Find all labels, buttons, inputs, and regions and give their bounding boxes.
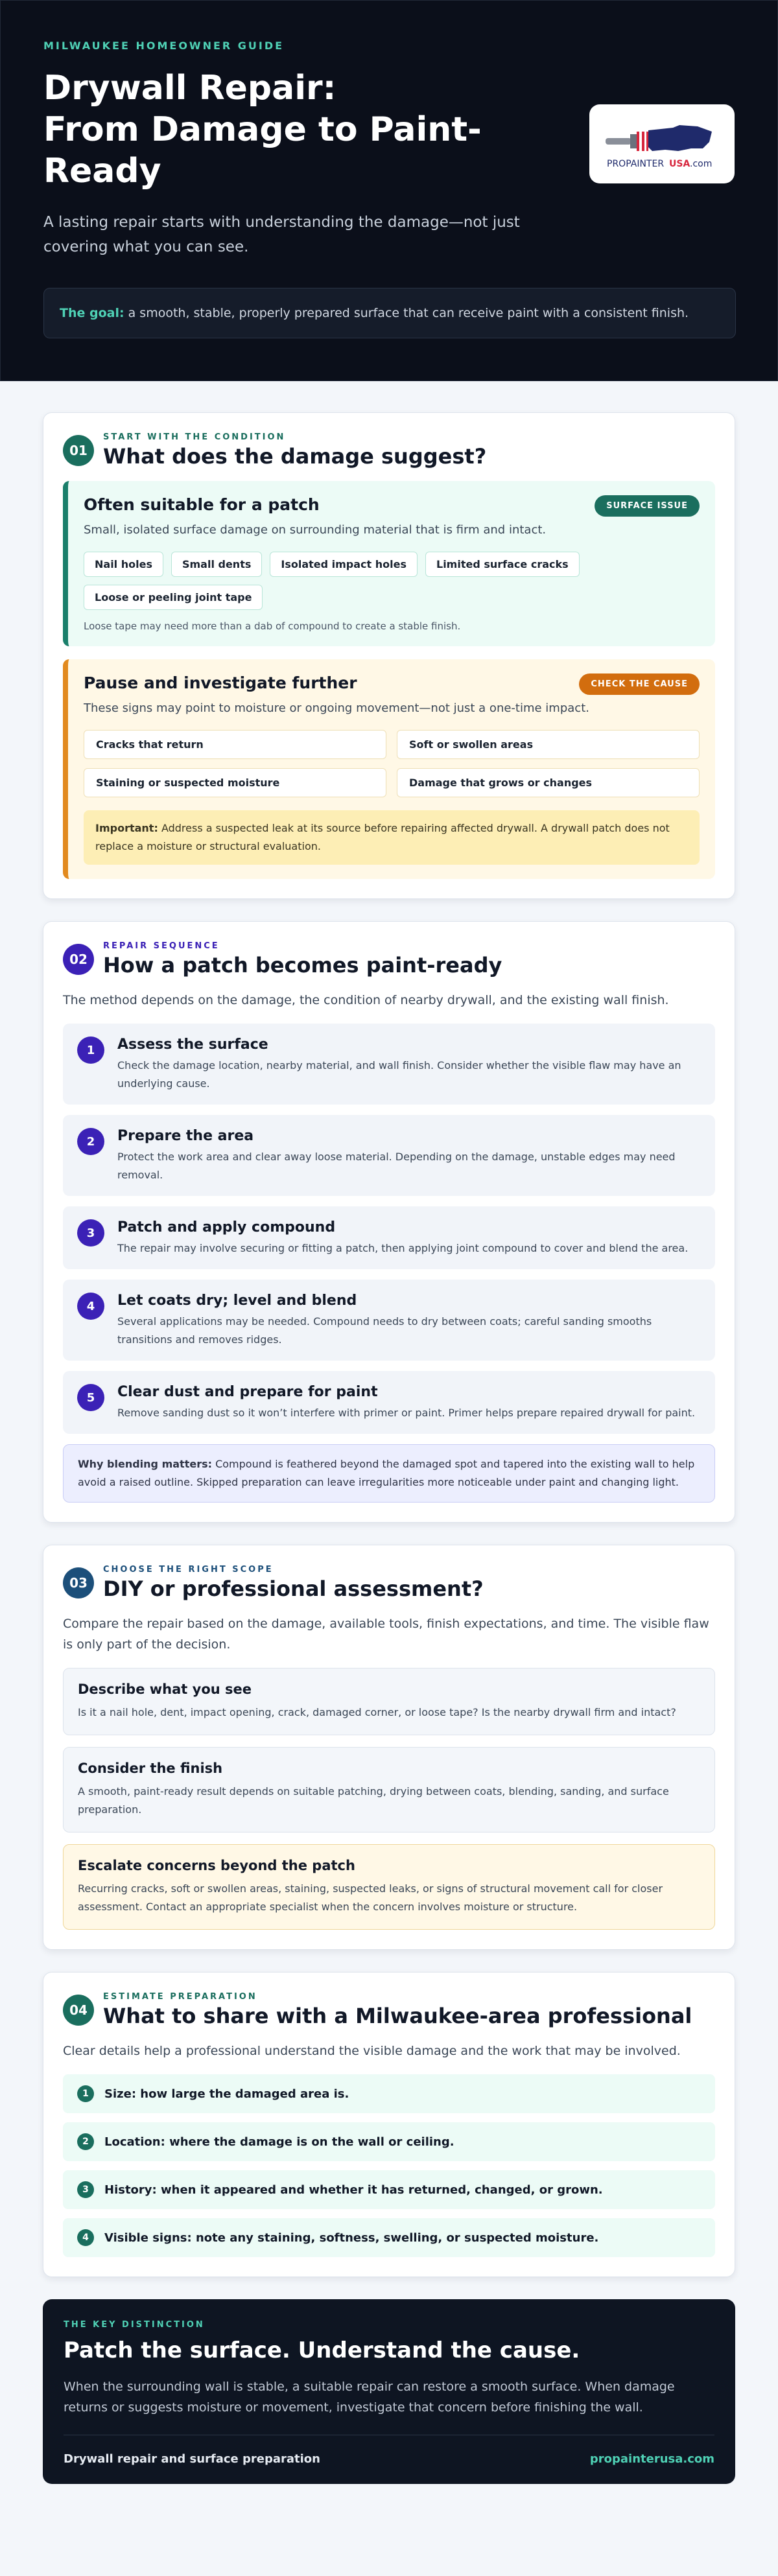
step-text: Check the damage location, nearby material, and wall finish. Consider whether the visible flaw may have an underlying cause. (117, 1059, 681, 1090)
step-number: 1 (77, 1036, 104, 1064)
key-distinction-card (43, 2299, 735, 2484)
section-number-badge: 01 (63, 435, 94, 466)
blend-label: Why blending matters: (78, 1458, 212, 1470)
describe-damage-box (63, 1668, 715, 1735)
hero-header (0, 0, 778, 381)
logo-accent-text: USA (669, 159, 690, 169)
distinction-kicker: THE KEY DISTINCTION (64, 2320, 205, 2330)
paintbrush-map-logo-icon (600, 116, 724, 172)
goal-label: The goal: (60, 306, 124, 320)
investigate-card-title: Pause and investigate further (84, 673, 357, 692)
item-text: Size: how large the damaged area is. (104, 2087, 349, 2101)
step-title: Clear dust and prepare for paint (117, 1384, 378, 1400)
step-title: Prepare the area (117, 1128, 254, 1144)
footer-site-link[interactable]: propainterusa.com (589, 2452, 714, 2466)
item-number: 1 (77, 2085, 94, 2102)
step-title: Patch and apply compound (117, 1219, 336, 1235)
step-text: The repair may involve securing or fitting a patch, then applying joint compound to cover and blend the area. (117, 1242, 689, 1254)
hero-title (43, 67, 484, 192)
section-title: What to share with a Milwaukee-area professional (103, 2004, 692, 2028)
section-title: How a patch becomes paint-ready (103, 953, 502, 978)
section-repair-sequence (43, 921, 735, 1523)
box-title: Describe what you see (78, 1681, 252, 1697)
item-text: History: when it appeared and whether it has returned, changed, or grown. (104, 2183, 603, 2197)
important-notice (84, 810, 700, 865)
logo-tail-text: .com (690, 159, 713, 169)
hero-title-line1: Drywall Repair: (43, 69, 336, 108)
footer-row (64, 2435, 714, 2466)
step-prepare-area (63, 1115, 715, 1196)
item-number: 2 (77, 2133, 94, 2150)
item-number: 3 (77, 2181, 94, 2198)
chip-impact-holes: Isolated impact holes (270, 552, 418, 577)
goal-text: a smooth, stable, properly prepared surface that can receive paint with a consistent finish. (128, 306, 689, 320)
share-item-size (63, 2074, 715, 2113)
footer-topic: Drywall repair and surface preparation (64, 2452, 320, 2466)
step-assess-surface (63, 1024, 715, 1105)
section-number-badge: 02 (63, 944, 94, 975)
item-text: Visible signs: note any staining, softness, swelling, or suspected moisture. (104, 2231, 599, 2245)
surface-issue-badge: SURFACE ISSUE (595, 495, 700, 517)
chip-surface-cracks: Limited surface cracks (425, 552, 580, 577)
box-text: Is it a nail hole, dent, impact opening, crack, damaged corner, or loose tape? Is the nearby drywall firm and intact? (78, 1706, 676, 1718)
section-diy-or-pro (43, 1545, 735, 1950)
patch-card-note: Loose tape may need more than a dab of compound to create a stable finish. (84, 620, 461, 632)
section-kicker: REPAIR SEQUENCE (103, 941, 220, 951)
hero-title-line2: From Damage to Paint-Ready (43, 110, 482, 191)
section-intro: The method depends on the damage, the condition of nearby drywall, and the existing wall finish. (63, 993, 669, 1007)
chip-small-dents: Small dents (171, 552, 262, 577)
check-cause-badge: CHECK THE CAUSE (579, 673, 700, 695)
section-intro: Compare the repair based on the damage, available tools, finish expectations, and time. The visible flaw is only part of the decision. (63, 1617, 709, 1652)
section-number-badge: 04 (63, 1995, 94, 2026)
patch-card-title: Often suitable for a patch (84, 495, 320, 514)
hero-kicker: MILWAUKEE HOMEOWNER GUIDE (43, 40, 285, 52)
item-number: 4 (77, 2229, 94, 2246)
step-text: Protect the work area and clear away loose material. Depending on the damage, unstable edges may need removal. (117, 1151, 676, 1181)
step-dry-level-blend (63, 1280, 715, 1361)
escalate-concerns-box (63, 1844, 715, 1930)
step-text: Remove sanding dust so it won’t interfere with primer or paint. Primer helps prepare repaired drywall for paint. (117, 1407, 696, 1419)
distinction-text: When the surrounding wall is stable, a suitable repair can restore a smooth surface. When damage returns or suggests moisture or movement, investigate that concern before finishing the wall. (64, 2376, 714, 2435)
chip-nail-holes: Nail holes (84, 552, 163, 577)
share-item-location (63, 2122, 715, 2161)
step-number: 5 (77, 1384, 104, 1411)
patch-suitable-card (63, 481, 715, 646)
step-title: Assess the surface (117, 1036, 268, 1053)
item-text: Location: where the damage is on the wall or ceiling. (104, 2135, 454, 2149)
blending-callout (63, 1444, 715, 1503)
section-header (63, 1992, 715, 2029)
important-text: Address a suspected leak at its source before repairing affected drywall. A drywall patch does not replace a moisture or structural evaluation. (95, 822, 670, 852)
patch-card-text: Small, isolated surface damage on surrounding material that is firm and intact. (84, 523, 547, 537)
step-patch-compound (63, 1206, 715, 1269)
hero-subtitle: A lasting repair starts with understanding the damage—not just covering what you can see. (43, 214, 520, 255)
distinction-title: Patch the surface. Understand the cause. (64, 2337, 580, 2363)
chip-loose-tape: Loose or peeling joint tape (84, 585, 263, 610)
logo-main-text: PROPAINTER (607, 159, 665, 169)
damage-chip-list (84, 552, 602, 610)
sign-staining-moisture: Staining or suspected moisture (84, 768, 386, 797)
section-intro: Clear details help a professional understand the visible damage and the work that may be involved. (63, 2044, 681, 2058)
section-kicker: START WITH THE CONDITION (103, 432, 286, 442)
sign-cracks-return: Cracks that return (84, 730, 386, 759)
blend-text: Compound is feathered beyond the damaged spot and tapered into the existing wall to help avoid a raised outline. Skipped preparation can leave irregularities more noticeable under paint and changing light. (78, 1458, 695, 1488)
section-share-with-pro (43, 1972, 735, 2277)
step-number: 2 (77, 1128, 104, 1155)
section-header (63, 1565, 715, 1602)
step-clear-dust (63, 1371, 715, 1434)
share-item-history (63, 2170, 715, 2209)
goal-callout (43, 288, 736, 338)
sign-soft-swollen: Soft or swollen areas (397, 730, 700, 759)
box-title: Escalate concerns beyond the patch (78, 1858, 355, 1873)
section-number-badge: 03 (63, 1567, 94, 1598)
important-label: Important: (95, 822, 158, 834)
section-kicker: CHOOSE THE RIGHT SCOPE (103, 1565, 274, 1575)
share-item-visible-signs (63, 2218, 715, 2257)
box-text: Recurring cracks, soft or swollen areas, staining, suspected leaks, or signs of structural movement call for closer assessment. Contact an appropriate specialist when the concern involves moisture or structure. (78, 1882, 663, 1913)
box-title: Consider the finish (78, 1761, 223, 1776)
section-damage-condition (43, 412, 735, 899)
step-number: 4 (77, 1293, 104, 1320)
investigate-card-text: These signs may point to moisture or ongoing movement—not just a one-time impact. (84, 701, 589, 715)
consider-finish-box (63, 1747, 715, 1832)
box-text: A smooth, paint-ready result depends on suitable patching, drying between coats, blending, sanding, and surface preparation. (78, 1785, 669, 1816)
investigate-further-card (63, 659, 715, 879)
section-title: DIY or professional assessment? (103, 1576, 484, 1601)
step-title: Let coats dry; level and blend (117, 1293, 357, 1309)
step-text: Several applications may be needed. Compound needs to dry between coats; careful sanding smooths transitions and removes ridges. (117, 1315, 652, 1346)
section-header (63, 941, 715, 978)
section-header (63, 432, 715, 469)
sign-damage-grows: Damage that grows or changes (397, 768, 700, 797)
section-kicker: ESTIMATE PREPARATION (103, 1992, 257, 2002)
step-number: 3 (77, 1219, 104, 1247)
brand-logo[interactable] (589, 104, 735, 183)
section-title: What does the damage suggest? (103, 444, 487, 469)
warning-sign-grid (84, 730, 700, 797)
